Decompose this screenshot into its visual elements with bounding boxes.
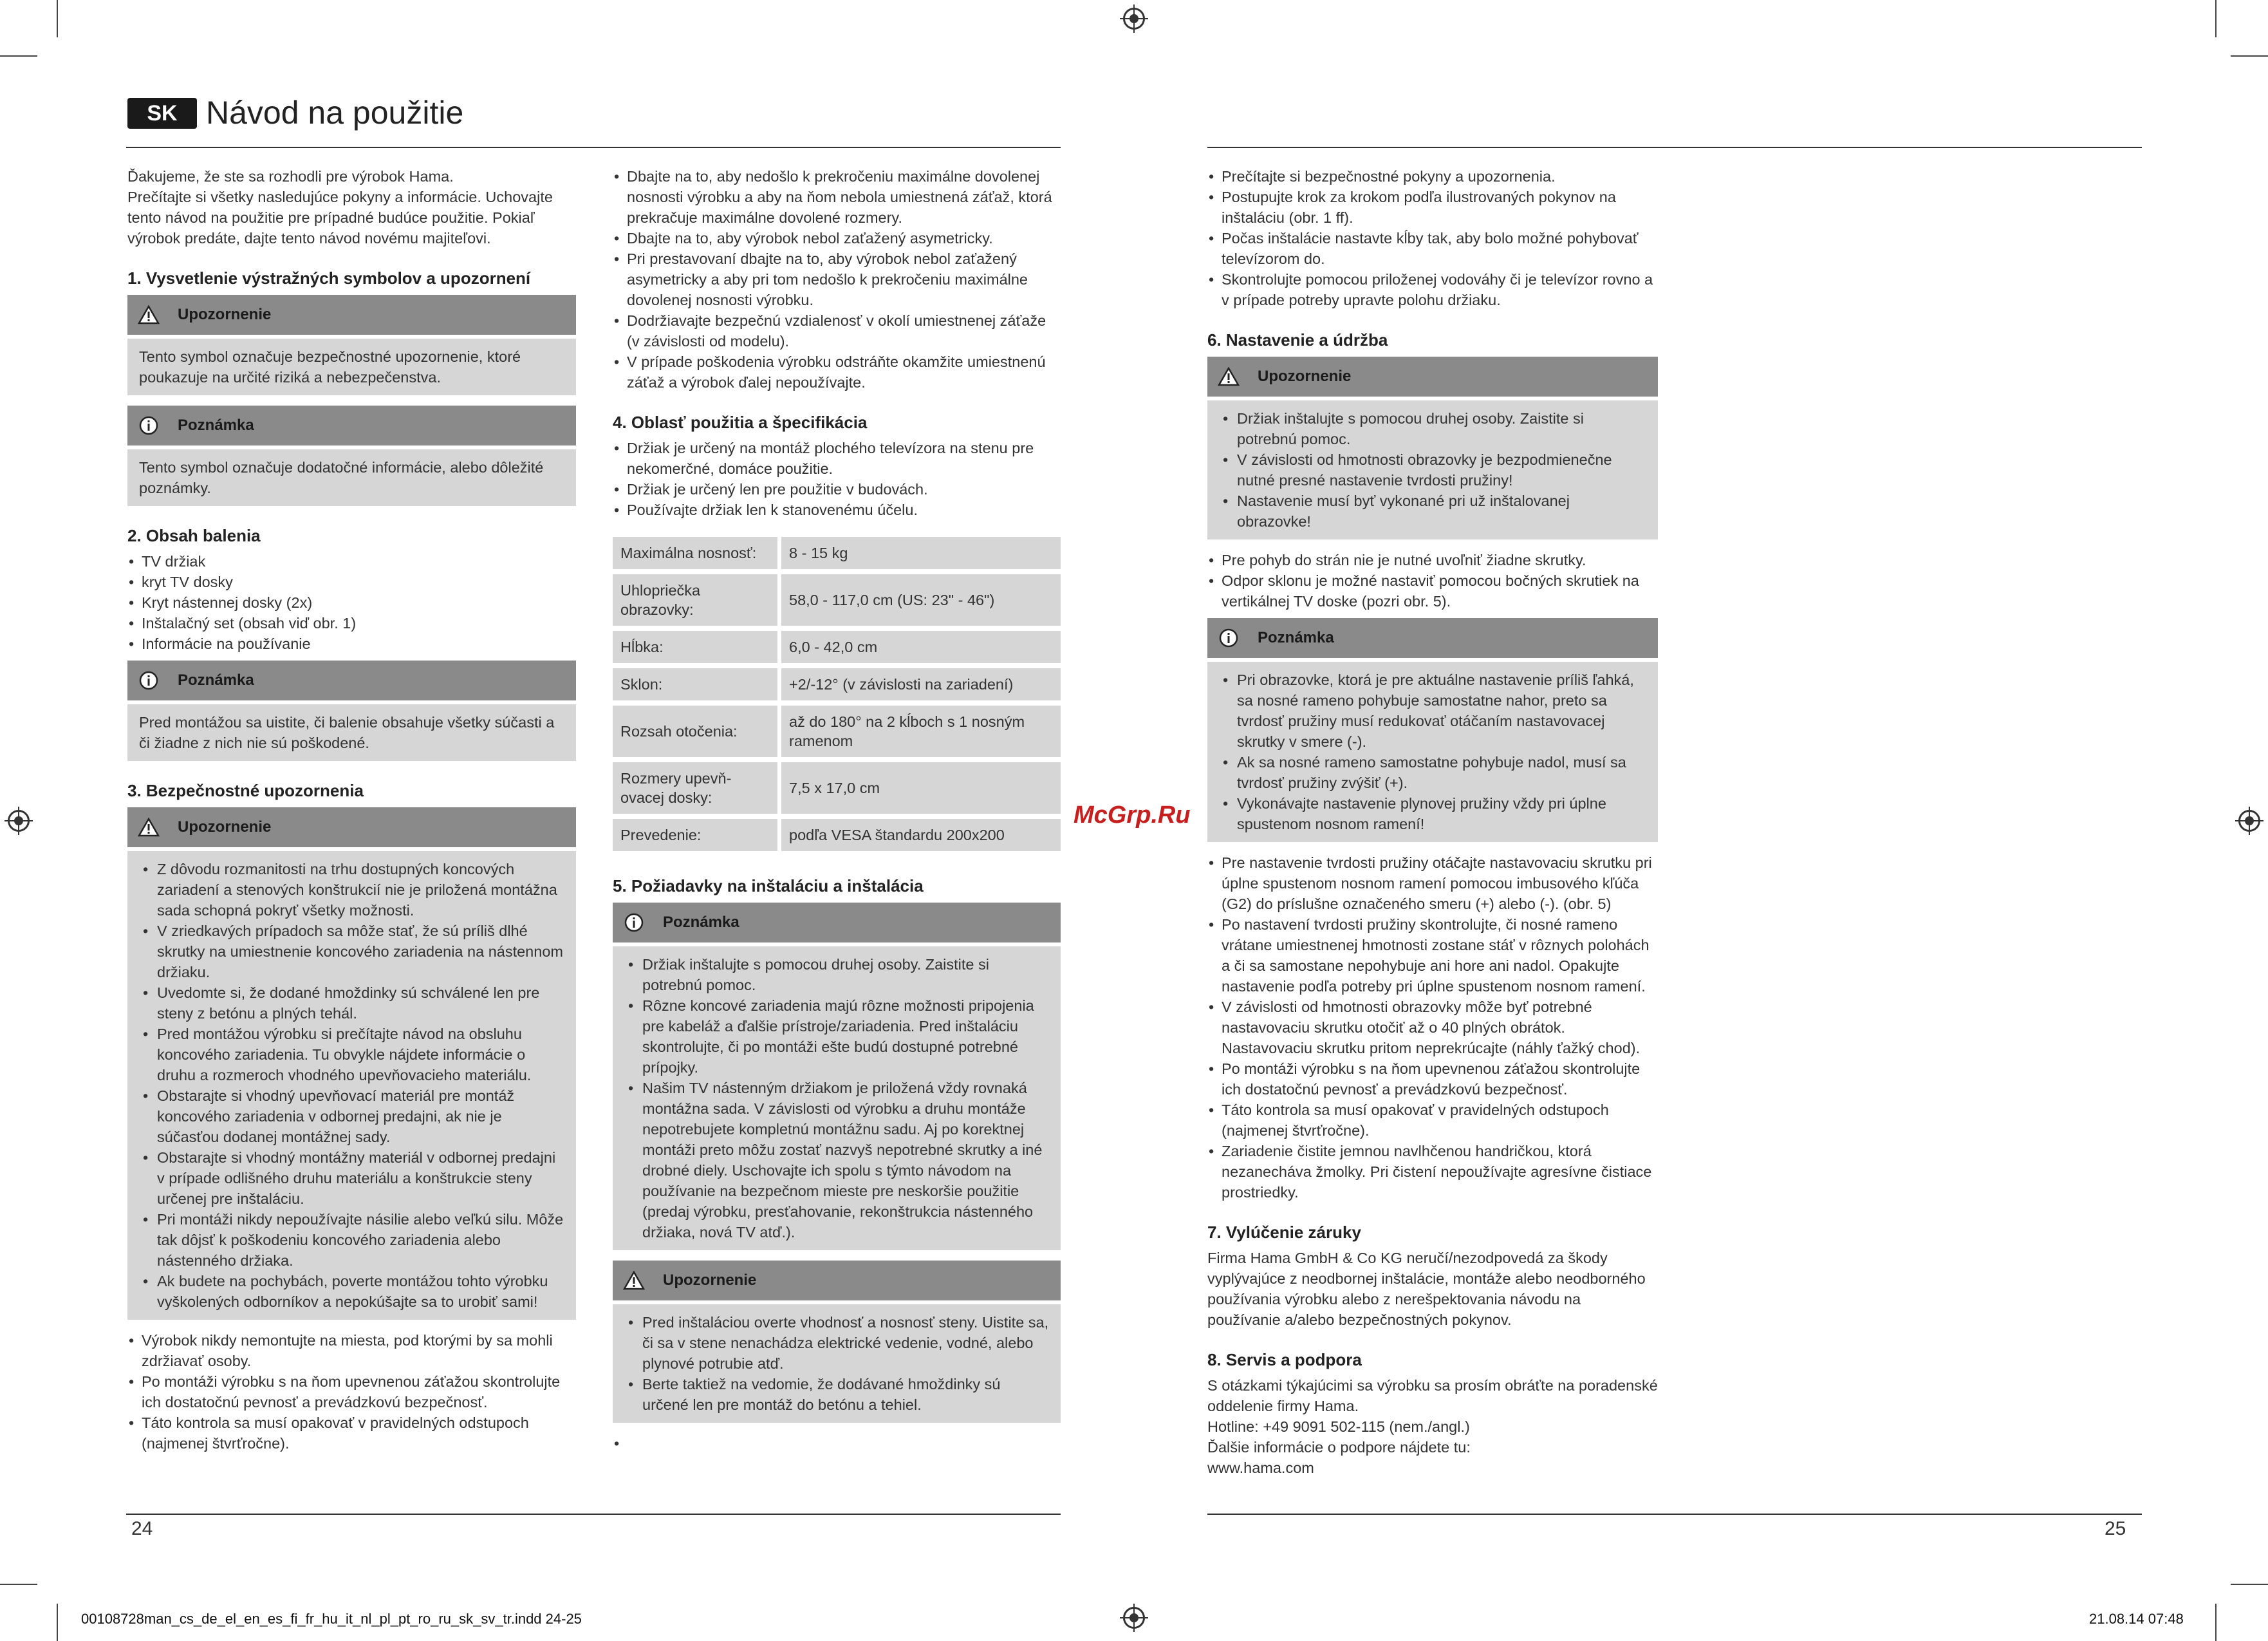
list-item: • Táto kontrola sa musí opakovať v pravidelných odstupoch (najmenej štvrťročne). — [1207, 1100, 1658, 1141]
document-title: Návod na použitie — [206, 95, 464, 131]
note-text: Pred montážou sa uistite, či balenie obsahuje všetky súčasti a či žiadne z nich nie sú poškodené. — [127, 700, 576, 761]
section-3-title: 3. Bezpečnostné upozornenia — [127, 781, 364, 800]
maintenance-list — [1207, 852, 1658, 1203]
list-item: • Pri montáži nikdy nepoužívajte násilie alebo veľkú silu. Môže tak dôjsť k poškodeniu koncového zariadenia alebo nástenného držiaka. — [139, 1209, 564, 1271]
warning-triangle-icon — [138, 304, 160, 326]
section-6-title: 6. Nastavenie a údržba — [1207, 330, 1388, 350]
list-item: • V závislosti od hmotnosti obrazovky môže byť potrebné nastavovaciu skrutku otočiť až o 40 plných obrátok. Nastavovaciu skrutku pritom neprekrúcajte (náhly ťažký chod). — [1207, 997, 1658, 1058]
list-item: • V zriedkavých prípadoch sa môže stať, že sú príliš dlhé skrutky na umiestnenie koncového zariadenia na nástennom držiaku. — [139, 921, 564, 982]
warning-text: Tento symbol označuje bezpečnostné upozornenie, ktoré poukazuje na určité riziká a nebezpečenstva. — [127, 335, 576, 395]
safety-list — [127, 1330, 576, 1454]
note-content — [1207, 658, 1658, 842]
registration-mark-icon — [8, 810, 30, 832]
list-item: • Po nastavení tvrdosti pružiny skontrolujte, či nosné rameno vrátane umiestnenej hmotnosti zostane stáť v rôznych polohách a či sa samostane nepohybuje ani hore ani nadol. Opakujte nastavenie podľa potreby pri úplne spustenom nosnom ramení. — [1207, 914, 1658, 997]
safety-list-continued — [613, 166, 1061, 393]
print-filename: 00108728man_cs_de_el_en_es_fi_fr_hu_it_nl_pl_pt_ro_ru_sk_sv_tr.indd 24-25 — [81, 1611, 582, 1627]
crop-mark — [2215, 1604, 2217, 1641]
list-item: • Výrobok nikdy nemontujte na miesta, pod ktorými by sa mohli zdržiavať osoby. — [127, 1330, 576, 1371]
list-item: • kryt TV dosky — [127, 572, 576, 592]
info-icon — [138, 670, 160, 691]
info-icon — [138, 415, 160, 436]
table-row — [613, 819, 1061, 851]
table-row — [613, 762, 1061, 814]
list-item: • Táto kontrola sa musí opakovať v pravidelných odstupoch (najmenej štvrťročne). — [127, 1412, 576, 1454]
list-item: • Pred montážou výrobku si prečítajte návod na obsluhu koncového zariadenia. Tu obvykle nájdete informácie o druhu a rozmeroch vhodného upevňovacieho materiálu. — [139, 1024, 564, 1085]
warning-label: Upozornenie — [178, 306, 272, 323]
language-badge: SK — [127, 98, 197, 129]
crop-mark — [57, 0, 58, 37]
note-box-header — [1207, 618, 1658, 658]
registration-mark-icon — [1123, 1607, 1145, 1629]
note-box — [1207, 618, 1658, 842]
crop-mark — [2231, 1584, 2268, 1585]
column-1 — [127, 166, 576, 1454]
spec-value: podľa VESA štandardu 200x200 — [781, 819, 1061, 851]
list-item: • V závislosti od hmotnosti obrazovky je bezpodmienečne nutné presné nastavenie tvrdosti pružiny! — [1219, 449, 1646, 491]
list-item: • Ak sa nosné rameno samostatne pohybuje nadol, musí sa tvrdosť pružiny zvýšiť (+). — [1219, 752, 1646, 793]
warning-triangle-icon — [1218, 366, 1240, 388]
list-item: • Dbajte na to, aby nedošlo k prekročeniu maximálne dovolenej nosnosti výrobku a aby na ňom nebola umiestnená záťaž, ktorá prekračuje maximálne dovolené rozmery. — [613, 166, 1061, 228]
hotline: Hotline: +49 9091 502-115 (nem./angl.) — [1207, 1418, 1470, 1435]
list-item: • Ak budete na pochybách, poverte montážou tohto výrobku vyškolených odborníkov a nepokúšajte sa to urobiť sami! — [139, 1271, 564, 1312]
spec-key: Sklon: — [613, 668, 781, 700]
list-item: • Držiak je určený len pre použitie v budovách. — [613, 479, 1061, 500]
trailing-bullet: • — [614, 1435, 620, 1452]
warning-label: Upozornenie — [178, 818, 272, 836]
section-4-title: 4. Oblasť použitia a špecifikácia — [613, 413, 868, 432]
spec-value: +2/-12° (v závislosti na zariadení) — [781, 668, 1061, 700]
crop-mark — [0, 1584, 37, 1585]
list-item: • Po montáži výrobku s na ňom upevnenou záťažou skontrolujte ich dostatočnú pevnosť a prevádzkovú bezpečnosť. — [127, 1371, 576, 1412]
column-3 — [1207, 166, 1658, 1478]
list-item: • TV držiak — [127, 551, 576, 572]
list-item: • V prípade poškodenia výrobku odstráňte okamžite umiestnenú záťaž a výrobok ďalej nepoužívajte. — [613, 352, 1061, 393]
note-box-header — [127, 661, 576, 700]
list-item: • Z dôvodu rozmanitosti na trhu dostupných koncových zariadení a stenových konštrukcií nie je priložená montážna sada schopná pokryť všetky možnosti. — [139, 859, 564, 921]
note-label: Poznámka — [178, 417, 254, 434]
support-text: S otázkami týkajúcimi sa výrobku sa prosím obráťte na poradenské oddelenie firmy Hama. — [1207, 1377, 1658, 1414]
list-item: • Držiak inštalujte s pomocou druhej osoby. Zaistite si potrebnú pomoc. — [624, 954, 1049, 995]
note-label: Poznámka — [663, 914, 739, 931]
section-2-title: 2. Obsah balenia — [127, 526, 261, 545]
warranty-text: Firma Hama GmbH & Co KG neručí/nezodpovedá za škody vyplývajúce z neodbornej inštalácie, montáže alebo neodborného používania výrobku alebo z nerešpektovania návodu na používanie a/alebo bezpečnostných pokynov. — [1207, 1250, 1646, 1328]
header-rule-right — [1207, 147, 2142, 148]
list-item: • Odpor sklonu je možné nastaviť pomocou bočných skrutiek na vertikálnej TV doske (pozri obr. 5). — [1207, 570, 1658, 612]
list-item: • Zariadenie čistite jemnou navlhčenou handričkou, ktorá nezanecháva žmolky. Pri čistení nepoužívajte agresívne čistiace prostriedky. — [1207, 1141, 1658, 1203]
crop-mark — [0, 55, 37, 57]
list-item: • Pred inštaláciou overte vhodnosť a nosnosť steny. Uistite sa, či sa v stene nenachádza elektrické vedenie, vodné, alebo plynové potrubie atď. — [624, 1312, 1049, 1374]
spec-key: Rozsah otočenia: — [613, 706, 781, 757]
intro-thanks: Ďakujeme, že ste sa rozhodli pre výrobok Hama. — [127, 168, 454, 185]
package-contents-list — [127, 551, 576, 654]
registration-mark-icon — [2238, 810, 2260, 832]
spec-value: 8 - 15 kg — [781, 537, 1061, 569]
specification-table — [613, 532, 1061, 856]
list-item: • Vykonávajte nastavenie plynovej pružiny vždy pri úplne spustenom nosnom ramení! — [1219, 793, 1646, 834]
page-number-right: 25 — [2105, 1518, 2126, 1539]
list-item: • Informácie na používanie — [127, 633, 576, 654]
list-item: • Našim TV nástenným držiakom je priložená vždy rovnaká montážna sada. V závislosti od výrobku a druhu montáže nepotrebujete kompletnú montážnu sadu. Aj po korektnej montáži preto môžu zostať nazvyš nepotrebné skrutky a iné drobné diely. Uschovajte ich spolu s týmto návodom na používanie na bezpečnom mieste pre neskoršie použitie (predaj výrobku, presťahovanie, rekonštrukcia nástenného držiaka, nová TV atď.). — [624, 1078, 1049, 1242]
warning-box — [127, 807, 576, 1320]
warning-label: Upozornenie — [663, 1271, 757, 1289]
list-item: • Používajte držiak len k stanovenému účelu. — [613, 500, 1061, 520]
column-2 — [613, 166, 1061, 1454]
section-7-title: 7. Vylúčenie záruky — [1207, 1223, 1361, 1242]
note-text: Tento symbol označuje dodatočné informácie, alebo dôležité poznámky. — [127, 445, 576, 506]
crop-mark — [2215, 0, 2217, 37]
spec-value: 58,0 - 117,0 cm (US: 23" - 46") — [781, 574, 1061, 626]
table-row — [613, 631, 1061, 663]
info-icon — [1218, 627, 1240, 649]
list-item: • Prečítajte si bezpečnostné pokyny a upozornenia. — [1207, 166, 1658, 187]
section-1-title: 1. Vysvetlenie výstražných symbolov a upozornení — [127, 268, 531, 288]
list-item: • Nastavenie musí byť vykonané pri už inštalovanej obrazovke! — [1219, 491, 1646, 532]
list-item: • Berte taktiež na vedomie, že dodávané hmoždinky sú určené len pre montáž do betónu a tehiel. — [624, 1374, 1049, 1415]
list-item: • Držiak je určený na montáž plochého televízora na stenu pre nekomerčné, domáce použitie. — [613, 438, 1061, 479]
info-icon — [623, 912, 645, 933]
list-item: • Rôzne koncové zariadenia majú rôzne možnosti pripojenia pre kabeláž a ďalšie prístroje/zariadenia. Pred inštaláciu skontrolujte, či po montáži ešte budú dostupné potrebné prípojky. — [624, 995, 1049, 1078]
page-number-left: 24 — [131, 1518, 153, 1539]
footer-rule-left — [126, 1514, 1061, 1515]
spec-key: Uhlopriečka obrazovky: — [613, 574, 781, 626]
table-row — [613, 537, 1061, 569]
list-item: • Po montáži výrobku s na ňom upevnenou záťažou skontrolujte ich dostatočnú pevnosť a prevádzkovú bezpečnosť. — [1207, 1058, 1658, 1100]
note-box-header — [127, 406, 576, 445]
warning-box-header — [127, 295, 576, 335]
print-datetime: 21.08.14 07:48 — [2089, 1611, 2184, 1627]
table-row — [613, 706, 1061, 757]
table-row — [613, 668, 1061, 700]
registration-mark-icon — [1123, 8, 1145, 30]
list-item: • Skontrolujte pomocou priloženej vodováhy či je televízor rovno a v prípade potreby upravte polohu držiaku. — [1207, 269, 1658, 310]
spec-key: Hĺbka: — [613, 631, 781, 663]
note-content — [613, 942, 1061, 1250]
warning-content — [1207, 397, 1658, 539]
installation-list — [1207, 166, 1658, 310]
list-item: • Dodržiavajte bezpečnú vzdialenosť v okolí umiestnenej záťaže (v závislosti od modelu). — [613, 310, 1061, 352]
footer-rule-right — [1207, 1514, 2142, 1515]
adjustment-list — [1207, 550, 1658, 612]
warning-content — [613, 1300, 1061, 1423]
list-item: • Obstarajte si vhodný upevňovací materiál pre montáž koncového zariadenia v odbornej predajni, ak nie je súčasťou dodanej montážnej sady. — [139, 1085, 564, 1147]
website-link[interactable]: www.hama.com — [1207, 1459, 1314, 1476]
note-label: Poznámka — [1258, 629, 1334, 646]
spec-value: 7,5 x 17,0 cm — [781, 762, 1061, 814]
support-info: Ďalšie informácie o podpore nájdete tu: — [1207, 1439, 1471, 1456]
spec-value: 6,0 - 42,0 cm — [781, 631, 1061, 663]
list-item: • Kryt nástennej dosky (2x) — [127, 592, 576, 613]
warning-box — [613, 1261, 1061, 1423]
note-box-header — [613, 903, 1061, 942]
spec-value: až do 180° na 2 kĺboch s 1 nosným ramenom — [781, 706, 1061, 757]
section-5-title: 5. Požiadavky na inštaláciu a inštalácia — [613, 876, 924, 896]
warning-box — [127, 295, 576, 395]
watermark: McGrp.Ru — [1074, 802, 1191, 829]
spec-key: Rozmery upevň-ovacej dosky: — [613, 762, 781, 814]
note-box — [127, 406, 576, 506]
warning-label: Upozornenie — [1258, 368, 1352, 385]
warning-triangle-icon — [623, 1270, 645, 1291]
usage-list — [613, 438, 1061, 520]
warning-box — [1207, 357, 1658, 539]
section-8-title: 8. Servis a podpora — [1207, 1350, 1362, 1369]
note-box — [613, 903, 1061, 1250]
list-item: • Uvedomte si, že dodané hmoždinky sú schválené len pre steny z betónu a plných tehál. — [139, 982, 564, 1024]
list-item: • Pri obrazovke, ktorá je pre aktuálne nastavenie príliš ľahká, sa nosné rameno pohybuje samostatne nahor, preto sa tvrdosť pružiny musí redukovať otáčaním nastavovacej skrutky v smere (-). — [1219, 670, 1646, 752]
list-item: • Postupujte krok za krokom podľa ilustrovaných pokynov na inštaláciu (obr. 1 ff). — [1207, 187, 1658, 228]
spec-key: Prevedenie: — [613, 819, 781, 851]
note-label: Poznámka — [178, 671, 254, 689]
list-item: • Držiak inštalujte s pomocou druhej osoby. Zaistite si potrebnú pomoc. — [1219, 408, 1646, 449]
warning-box-header — [127, 807, 576, 847]
list-item: • Pri prestavovaní dbajte na to, aby výrobok nebol zaťažený asymetricky a aby pri tom nedošlo k prekročeniu maximálne dovolenej nosnosti výrobku. — [613, 248, 1061, 310]
list-item: • Pre nastavenie tvrdosti pružiny otáčajte nastavovaciu skrutku pri úplne spustenom nosnom ramení pomocou imbusového kľúča (G2) do príslušne označeného smeru (+) alebo (-). (obr. 5) — [1207, 852, 1658, 914]
list-item: • Obstarajte si vhodný montážny materiál v odbornej predajni v prípade odlišného druhu materiálu a konštrukcie steny určenej pre inštaláciu. — [139, 1147, 564, 1209]
note-box — [127, 661, 576, 761]
list-item: • Pre pohyb do strán nie je nutné uvoľniť žiadne skrutky. — [1207, 550, 1658, 570]
spec-key: Maximálna nosnosť: — [613, 537, 781, 569]
list-item: • Inštalačný set (obsah viď obr. 1) — [127, 613, 576, 633]
table-row — [613, 574, 1061, 626]
warning-box-header — [1207, 357, 1658, 397]
warning-box-header — [613, 1261, 1061, 1300]
intro-text: Prečítajte si všetky nasledujúce pokyny a informácie. Uchovajte tento návod na použitie pre prípadné budúce použitie. Pokiaľ výrobok predáte, dajte tento návod novému majiteľovi. — [127, 189, 553, 247]
warning-content — [127, 847, 576, 1320]
crop-mark — [2231, 55, 2268, 57]
list-item: • Dbajte na to, aby výrobok nebol zaťažený asymetricky. — [613, 228, 1061, 248]
header-rule-left — [126, 147, 1061, 148]
list-item: • Počas inštalácie nastavte kĺby tak, aby bolo možné pohybovať televízorom do. — [1207, 228, 1658, 269]
crop-mark — [57, 1604, 58, 1641]
warning-triangle-icon — [138, 816, 160, 838]
